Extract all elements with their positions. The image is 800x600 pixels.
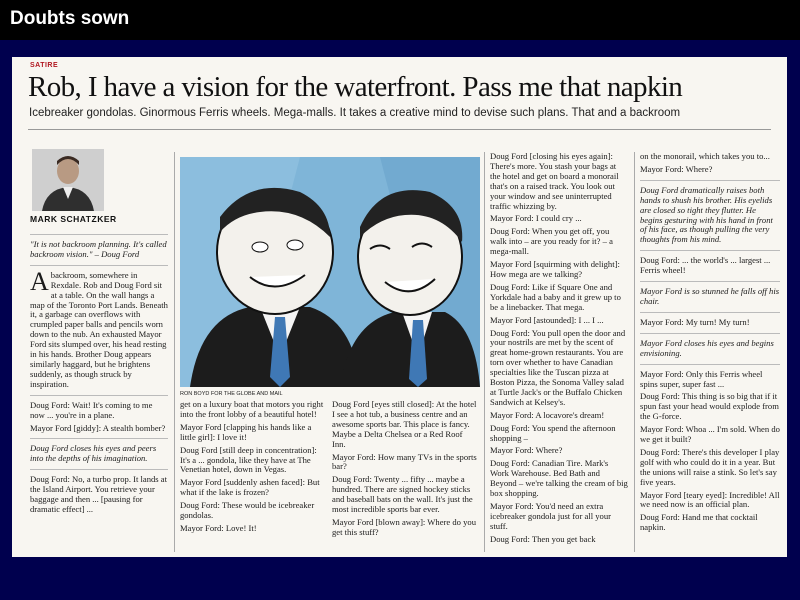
dialogue-line: Mayor Ford: A locavore's dream!	[490, 409, 605, 420]
separator	[30, 438, 168, 439]
author-photo	[32, 149, 104, 211]
dialogue-line: Mayor Ford [blown away]: Where do you get this stuff?	[332, 516, 476, 537]
column-rule	[174, 152, 175, 552]
dialogue-line: Mayor Ford: How many TVs in the sports bar?	[332, 451, 477, 472]
newspaper-clipping	[12, 57, 787, 557]
illustration-credit: RON BOYD FOR THE GLOBE AND MAIL	[180, 391, 283, 397]
divider	[28, 129, 771, 130]
dialogue-line: Mayor Ford: Where?	[640, 163, 713, 174]
dialogue-line: Doug Ford: When you get off, you walk into – are you ready for it? – a mega-mall.	[490, 226, 613, 257]
dialogue-line: Mayor Ford [suddenly ashen faced]: But what if the lake is frozen?	[180, 477, 320, 498]
article-column-1	[30, 229, 168, 554]
slide-title-bar	[0, 0, 800, 40]
dialogue-line: Mayor Ford [giddy]: A stealth bomber?	[30, 422, 166, 433]
separator	[640, 333, 780, 334]
dialogue-line: Doug Ford: Canadian Tire. Mark's Work Warehouse. Bed Bath and Beyond – we're talking the cream of big box shopping.	[490, 458, 628, 499]
dialogue-line: Doug Ford: These would be icebreaker gondolas.	[180, 500, 315, 521]
separator	[640, 312, 780, 313]
illustration	[180, 157, 480, 387]
dialogue-line: Doug Ford: There's this developer I play golf with who could do it in a year. But the unions will raise a stink. So let's say five years.	[640, 446, 780, 487]
dialogue-line: Mayor Ford: Whoa ... I'm sold. When do we get it built?	[640, 424, 780, 445]
column-rule	[484, 152, 485, 552]
dialogue-line: Doug Ford: Twenty ... fifty ... maybe a hundred. There are signed hockey sticks and baseball bats on the wall. It's just the most incredible sports bar ever.	[332, 474, 473, 515]
dialogue-line: Doug Ford: This thing is so big that if it spun fast your head would explode from the G-force.	[640, 391, 779, 422]
separator	[640, 180, 780, 181]
dialogue-line: Mayor Ford [teary eyed]: Incredible! All we need now is an official plan.	[640, 489, 780, 510]
stage-direction: Mayor Ford is so stunned he falls off his chair.	[640, 286, 780, 306]
dialogue-line: get on a luxury boat that motors you right into the front lobby of a beautiful hotel!	[180, 400, 324, 419]
dialogue-line: Mayor Ford: My turn! My turn!	[640, 316, 750, 327]
separator	[30, 234, 168, 235]
dialogue-line: Doug Ford [still deep in concentration]: It's a ... gondola, like they have at The Venetian hotel, down in Vegas.	[180, 444, 317, 475]
dialogue-line: on the monorail, which takes you to...	[640, 152, 770, 161]
dialogue-line: Doug Ford [eyes still closed]: At the hotel I see a hot tub, a business centre and an awesome sports bar. This place is fancy. Maybe a Delta Chelsea or a Red Roof Inn.	[332, 400, 477, 449]
article-column-2	[180, 400, 325, 555]
column-rule	[634, 152, 635, 552]
separator	[640, 250, 780, 251]
dialogue-line: Doug Ford: Like if Square One and Yorkdale had a baby and it grew up to be a linebacker. That mega.	[490, 281, 621, 312]
kicker: SATIRE	[30, 62, 59, 69]
dialogue-line: Mayor Ford: Where?	[490, 445, 563, 456]
article-column-5	[640, 152, 780, 555]
dialogue-line: Doug Ford: Wait! It's coming to me now ... you're in a plane.	[30, 399, 153, 420]
dialogue-line: Doug Ford: Hand me that cocktail napkin.	[640, 512, 758, 533]
dialogue-line: Doug Ford: No, a turbo prop. It lands at the Island Airport. You retrieve your baggage and then ... [pausing for dramatic effect] ...	[30, 474, 168, 514]
dialogue-line: Mayor Ford [squirming with delight]: How mega are we talking?	[490, 259, 620, 279]
separator	[640, 281, 780, 282]
dialogue-line: Mayor Ford [clapping his hands like a little girl]: I love it!	[180, 421, 312, 442]
stage-direction: Doug Ford dramatically raises both hands to shush his brother. His eyelids are closed so tight they flutter. He begins gesturing with his hand in front of his face, as though pulling the very thoughts from his mind.	[640, 184, 773, 245]
pull-quote: "It is not backroom planning. It's called backroom vision." – Doug Ford	[30, 239, 167, 259]
dialogue-line: Mayor Ford: Only this Ferris wheel spins super, super fast ...	[640, 368, 763, 389]
lead-paragraph: backroom, somewhere in Rexdale. Rob and Doug Ford sit at a table. On the wall hangs a map of the Toronto Port Lands. Beneath it, a garbage can overflows with crumpled paper balls and pencils worn down to the nub. An exhausted Mayor Ford sits slumped over, his head resting in his hands. Brother Doug appears similarly haggard, but he brightens suddenly, as though struck by inspiration.	[30, 269, 168, 389]
separator	[30, 265, 168, 266]
separator	[640, 364, 780, 365]
deck: Icebreaker gondolas. Ginormous Ferris wheels. Mega-malls. It takes a creative mind to devise such plans. That and a backroom	[29, 107, 681, 119]
dialogue-line: Mayor Ford: Love! It!	[180, 522, 257, 533]
author-byline: MARK SCHATZKER	[30, 214, 117, 224]
stage-direction: Mayor Ford closes his eyes and begins envisioning.	[640, 337, 774, 358]
stage-direction: Doug Ford closes his eyes and peers into the depths of his imagination.	[30, 443, 157, 464]
drop-cap: A	[30, 266, 49, 296]
separator	[30, 395, 168, 396]
dialogue-line: Doug Ford: You pull open the door and your nostrils are met by the scent of great home-grown restaurants. You are torn over whether to have Canadian specialties like the Tuscan pizza at Boston Pizza, the Sonoma Valley salad at Turtle Jack's or the Buffalo Chicken Sandwich at Kelsey's.	[490, 327, 626, 407]
dialogue-line: Mayor Ford: I could cry ...	[490, 213, 582, 224]
dialogue-line: Doug Ford: You spend the afternoon shopping –	[490, 422, 616, 443]
dialogue-line: Mayor Ford [astounded]: I ... I ...	[490, 314, 604, 325]
dialogue-line: Doug Ford [closing his eyes again]: There's more. You stash your bags at the hotel and get on board a monorail that's on a raised track. You look out your window and see uninterrupted traffic whizzing by.	[490, 152, 619, 211]
dialogue-line: Doug Ford: ... the world's ... largest ... Ferris wheel!	[640, 255, 771, 276]
dialogue-line: Mayor Ford: You'd need an extra icebreaker gondola just for all your stuff.	[490, 501, 611, 531]
article-column-3	[332, 400, 478, 555]
slide-title: Doubts sown	[10, 8, 130, 29]
dialogue-line: Doug Ford: Then you get back	[490, 533, 596, 544]
separator	[30, 469, 168, 470]
article-column-4	[490, 152, 628, 555]
headline: Rob, I have a vision for the waterfront. Pass me that napkin	[28, 71, 683, 103]
